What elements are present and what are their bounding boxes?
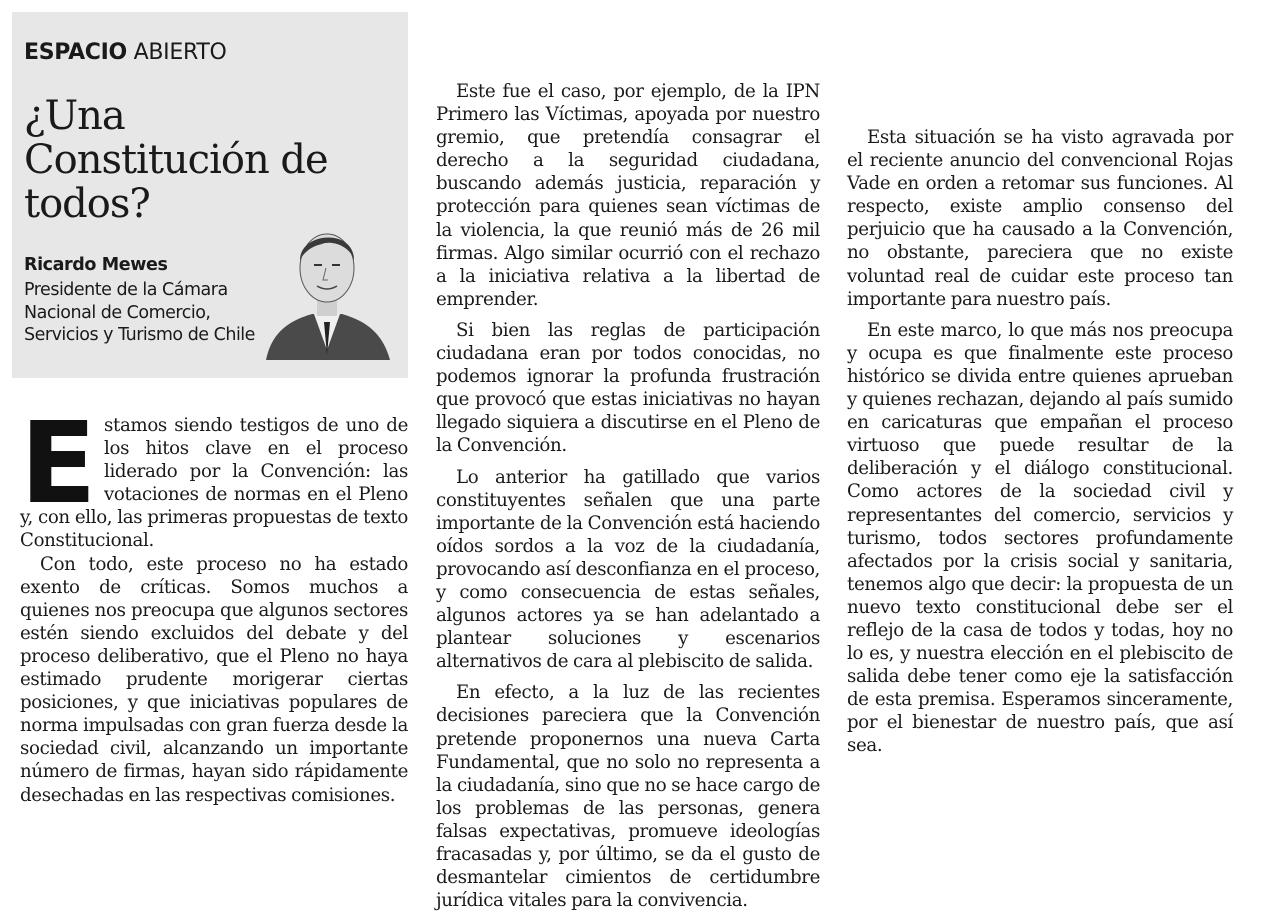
section-kicker	[24, 40, 227, 65]
kicker-bold: ESPACIO	[24, 40, 127, 65]
paragraph-7: Esta situación se ha visto agravada por el reciente anuncio del convencional Rojas Vade en orden a retomar sus funciones. Al respecto, existe amplio consenso del perjuicio que ha causado a la Convención, no obstante, pareciera que no existe voluntad real de cuidar este proceso tan importante para nuestro país.	[847, 127, 1233, 310]
author-name: Ricardo Mewes	[24, 255, 168, 275]
paragraph-8: En este marco, lo que más nos preocupa y ocupa es que finalmente este proceso histórico se divida entre quienes aprueban y quienes rechazan, dejando al país sumido en caricaturas que empañan el proceso virtuoso que puede resultar de la deliberación y el diálogo constitucional. Como actores de la sociedad civil y representantes del comercio, servicios y turismo, todos sectores profundamente afectados por la crisis social y sanitaria, tenemos algo que decir: la propuesta de un nuevo texto constitucional debe ser el reflejo de la casa de todos y todas, hoy no lo es, y nuestra elección en el plebiscito de salida debe tener como eje la satisfacción de esta premisa. Esperamos sinceramente, por el bienestar de nuestro país, que así sea.	[847, 319, 1233, 757]
paragraph-5: Lo anterior ha gatillado que varios constituyentes señalen que una parte importante de la Convención está haciendo oídos sordos a la voz de la ciudadanía, provocando así desconfianza en el proceso, y como consecuencia de estas señales, algunos actores ya se han adelantado a plantear soluciones y escenarios alternativos de cara al plebiscito de salida.	[436, 466, 820, 673]
paragraph-3: Este fue el caso, por ejemplo, de la IPN Primero las Víctimas, apoyada por nuestro gremio, que pretendía consagrar el derecho a la seguridad ciudadana, buscando además justicia, reparación y protección para quienes sean víctimas de la violencia, la que reunió más de 26 mil firmas. Algo similar ocurrió con el rechazo a la iniciativa relativa a la libertad de emprender.	[436, 81, 820, 310]
headline: ¿Una Constitución de todos?	[24, 93, 328, 227]
column-1	[20, 399, 408, 807]
drop-cap: E	[20, 399, 97, 529]
paragraph-2: Con todo, este proceso no ha estado exento de críticas. Somos muchos a quienes nos preocupa que algunos sectores estén siendo excluidos del debate y del proceso deliberativo, que el Pleno no haya estimado prudente morigerar ciertas posiciones, y que iniciativas populares de norma impulsadas con gran fuerza desde la sociedad civil, alcanzando un importante número de firmas, hayan sido rápidamente desechadas en las respectivas comisiones.	[20, 553, 408, 806]
column-2	[436, 8, 820, 912]
author-portrait	[262, 210, 392, 360]
column-3	[847, 8, 1233, 758]
paragraph-6: En efecto, a la luz de las recientes decisiones pareciera que la Convención pretende proponernos una nueva Carta Fundamental, que no solo no representa a la ciudadanía, sino que no se hace cargo de los problemas de las personas, genera falsas expectativas, promueve ideologías fracasadas y, por último, se da el gusto de desmantelar cimientos de certidumbre jurídica vitales para la convivencia.	[436, 682, 820, 912]
paragraph-4: Si bien las reglas de participación ciudadana eran por todos conocidas, no podemos ignorar la profunda frustración que provocó que estas iniciativas no hayan llegado siquiera a discutirse en el Pleno de la Convención.	[436, 319, 820, 457]
author-role: Presidente de la Cámara Nacional de Comercio, Servicios y Turismo de Chile	[24, 280, 255, 345]
paragraph-1: Estamos siendo testigos de uno de los hitos clave en el proceso liderado por la Convención: las votaciones de normas en el Pleno y, con ello, las primeras propuestas de texto Constitucional.	[20, 399, 408, 552]
kicker-normal: ABIERTO	[133, 40, 227, 65]
